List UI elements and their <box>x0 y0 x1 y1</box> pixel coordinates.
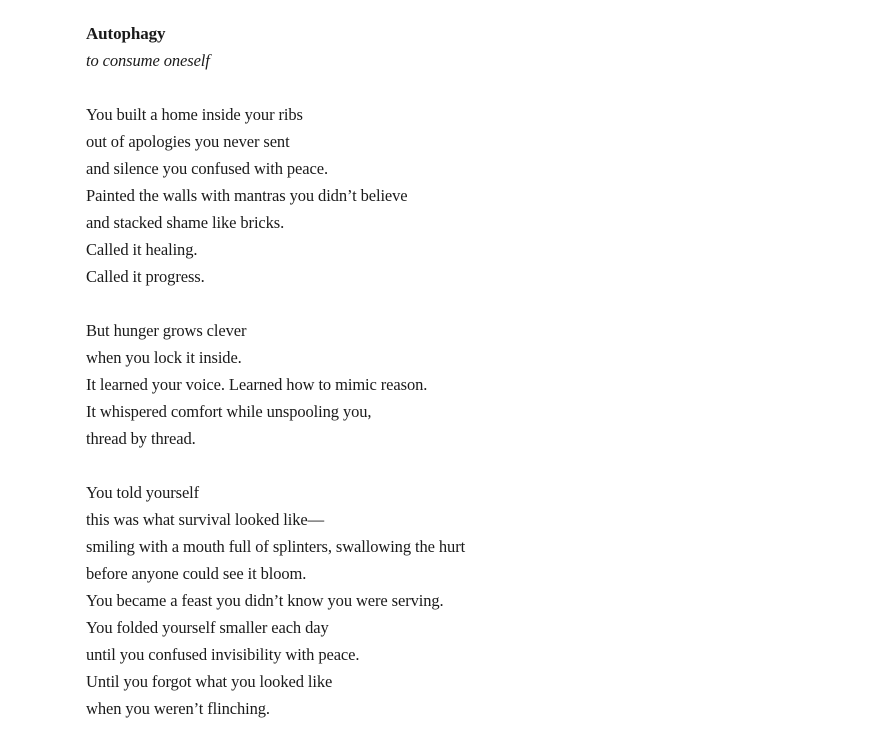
poem-line: You built a home inside your ribs <box>86 105 303 124</box>
poem-line: and silence you confused with peace. <box>86 159 328 178</box>
poem-line: before anyone could see it bloom. <box>86 564 307 583</box>
poem-line: You told yourself <box>86 483 200 502</box>
stanza-3 <box>86 479 465 722</box>
poem-title: Autophagy <box>86 24 166 43</box>
stanza-2 <box>86 317 465 452</box>
poem-line: when you weren’t flinching. <box>86 699 270 718</box>
poem-line: But hunger grows clever <box>86 321 247 340</box>
poem-line: Called it healing. <box>86 240 198 259</box>
poem-line: until you confused invisibility with peace. <box>86 645 360 664</box>
poem-line: Until you forgot what you looked like <box>86 672 333 691</box>
poem-line: and stacked shame like bricks. <box>86 213 285 232</box>
poem-line: It whispered comfort while unspooling you, <box>86 402 372 421</box>
poem-line: smiling with a mouth full of splinters, swallowing the hurt <box>86 537 466 556</box>
poem-line: thread by thread. <box>86 429 196 448</box>
poem <box>86 20 465 722</box>
poem-line: You folded yourself smaller each day <box>86 618 329 637</box>
poem-subtitle: to consume oneself <box>86 51 210 70</box>
poem-line: It learned your voice. Learned how to mimic reason. <box>86 375 428 394</box>
poem-line: out of apologies you never sent <box>86 132 290 151</box>
poem-line: Called it progress. <box>86 267 205 286</box>
poem-line: when you lock it inside. <box>86 348 242 367</box>
stanza-1 <box>86 101 465 290</box>
poem-line: You became a feast you didn’t know you were serving. <box>86 591 444 610</box>
poem-line: Painted the walls with mantras you didn’t believe <box>86 186 408 205</box>
poem-line: this was what survival looked like— <box>86 510 325 529</box>
